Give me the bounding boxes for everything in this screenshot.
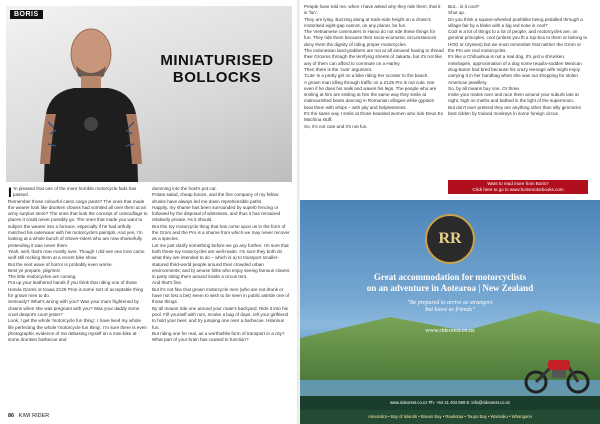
paragraph: Remember those colourful camo cargo pants? The ones that made the wearer look like drunken clowns had vomited all over them at an army surplus store? The ones that look the concept of camouflage to places it could never possibly go. The ones that made you want to subject the wearer into a furnace, especially if he had artfully matched his outerwear with his motorcycle's paintjob. And yes, I'm looking at a whole bunch of Glover-riders who are now shamefully pretending it was never them. <box>8 198 148 248</box>
article-column-4 <box>448 4 588 117</box>
paragraph: Cool is a lot of things to a lot of people, and motorcycles are, on general principles, cool (unless you fit a top-box to them or belong to HOG or Ulysses) but we must remember that neither the Grom or the Pro are real motorcycles. <box>448 29 588 54</box>
paragraph: It's the same way I smile at those bearded women who ride Deus Ex Machina stuff. <box>304 111 444 123</box>
article-headline <box>142 52 292 86</box>
paragraph: It's like a Chihuahua is not a real dog. It's just a shrunken, misshapen, approximation of a dog some tequila-sodden Mexican drug-baron had bred because his crazy teenage wife might enjoy carrying it in her handbag when she was out shopping for stolen American jewellery. <box>448 54 582 85</box>
advert-title-line-2: on an adventure in Aotearoa | New Zealand <box>366 283 534 293</box>
paragraph: But it's not fine that grown motorcycle men (who are not drunk or have not lost a bet) seem to wish to be seen in public astride one of those things. <box>152 286 290 305</box>
logo-text: RR <box>438 230 462 247</box>
paragraph: Potato salad, cheap booze, and the fine company of my fellow drunks have always led me down reprehensible paths. <box>152 192 279 204</box>
paragraph: The Indonesian land-grabbers are not at all amused having to thread their Grooms through the terrifying streets of Jakarta, but it's not like any of them can afford to commute on a Harley. <box>304 48 444 66</box>
paragraph: 'Cute' is a pretty girl on a bike riding her scooter to the beach. <box>304 73 429 79</box>
paragraph: So, by all means buy one. Or three. <box>448 85 521 91</box>
column-4-body <box>448 4 588 117</box>
advert-contact: www.rideorest.co.nz Ph: +64 21 404 669 E: info@rideorest.co.nz <box>300 396 600 410</box>
paragraph: Best ye prepare, pilgrims! <box>8 267 61 273</box>
advert-tagline <box>320 300 580 314</box>
page-number: 86 <box>8 413 15 419</box>
paragraph: Happily, my shame has been surrounded by superb fencing or followed by the disposal of witnesses, and thus it has remained relatively private. As it should. <box>152 204 281 223</box>
paragraph: Let me just clarify something before we go any further. I'm sure that both these toy motorcycles are well-made. I'm sure they both do what they are intended to do – which is a) to transport smaller-statured third-world people around their crowded urban environments; and b) amuse folks who enjoy seeing famous clowns in party riding them around inside a circus tent. <box>152 242 290 280</box>
paragraph: Shut up. <box>448 10 466 16</box>
motorcycle-image <box>522 348 592 394</box>
left-page <box>0 0 298 424</box>
paragraph: But... is it cool? <box>448 4 480 9</box>
read-more-link[interactable] <box>448 180 588 194</box>
page-footer <box>8 413 49 419</box>
paragraph: Look, I get the whole 'motorcycle fun thing'. I have lived my whole life perfecting the whole 'motorcycle fun thing'. I'm sure there is even photographic evidence of me debasing myself on a mini-bike at some drunken barbecue and <box>8 318 147 343</box>
accommodation-advert[interactable] <box>300 200 600 424</box>
paragraph: By all means ride one around your mate's backyard. Ride it into his pool. Fill yourself with rum, smoke a bag of dope, tell your girlfriend to hold your beer, and try jumping one over a barbecue. Hilarious fun. <box>152 305 289 330</box>
paragraph: But this toy motorcycle thing that has come upon us in the form of the Grom and the Pro is a shame from which we may never recover as a species. <box>152 223 290 242</box>
headline-line-2: BOLLOCKS <box>172 69 262 86</box>
paragraph: A grown man idling through traffic on a Z125 Pro is not cute. Not even if he does his nails and waxes his legs. The people who are smiling at him are smiling at him the same way they smile at malnourished bears dancing in Romanian villages while gypsies beat them with whips – with pity and helplessness. <box>304 79 437 110</box>
advert-tagline-line-1: "Be prepared to arrive as strangers <box>407 300 493 306</box>
advert-logo <box>425 214 475 264</box>
paragraph: Put up your leathered hands if you think that riding one of those Honda Groms or Kawa Z125 Pros is some sort of acceptable thing for grown men to do. <box>8 280 144 299</box>
article-column-3 <box>304 4 444 130</box>
column-2-body <box>152 186 292 343</box>
paragraph: Do you think a square-wheeled pushbike being pedalled through a village fair by a bloke with a big red nose is cool? <box>448 16 583 28</box>
paragraph: Invite your mates over and race them around your suburb late at night, high on meths and bathed in the light of the supermoon. <box>448 92 579 104</box>
paragraph: The little motorcycles are coming. <box>8 274 77 280</box>
paragraph: damming into the host's pot cat. <box>152 186 217 191</box>
advert-url[interactable]: www.rideorest.co.nz <box>425 328 475 334</box>
paragraph: People have told me, when I have asked why they ride them, that it is 'fun'. <box>304 4 441 16</box>
dropcap: I <box>8 184 12 200</box>
headline-line-1: MINIATURISED <box>160 52 274 69</box>
paragraph: But riding one for real, as a worthwhile form of transport in a city? <box>152 330 285 336</box>
paragraph: Then there is the 'cute' argument. <box>304 66 373 72</box>
section-tag: BORIS <box>10 10 43 19</box>
article-column-1 <box>8 186 148 343</box>
paragraph: What part of your brain has ceased to function? <box>152 337 249 343</box>
paragraph: The Vietnamese commuters in Hanoi do not ride these things for fun. They ride them because their socio-economic circumstances deny them the dignity of riding proper motorcycles. <box>304 29 437 47</box>
column-1-body <box>8 186 148 343</box>
advert-title-line-1: Great accommodation for motorcyclists <box>373 272 527 282</box>
rider-portrait-image <box>36 14 146 182</box>
paragraph: But the next wave of horror is probably even worse. <box>8 261 113 267</box>
column-3-body <box>304 4 444 130</box>
paragraph: 'm pleased that one of the more horrible motorcycle fads has passed. <box>12 186 137 198</box>
cta-line-2: Click here to go to www.borismotorbooks.com <box>472 187 564 192</box>
paragraph: Yeah, well, that's now mostly over. Though I did see one lone camo wolf still rocking them at a recent bike show. <box>8 248 145 261</box>
hero-image <box>6 6 292 182</box>
paragraph: They are lying. Buzzing along at track-side height on a clown's motorised eight-gap cannot, on any planet, be fun. <box>304 16 431 28</box>
paragraph: And that's fine. <box>152 280 183 286</box>
paragraph: But don't ever pretend they are anything other than silly gimmicks best ridden by trained monkeys in some foreign circus. <box>448 104 581 117</box>
paragraph: Seriously? What's wrong with you? Was your mum frightened by clowns when she was pregnant with you? Was your daddy some cruel despot's court jester? <box>8 299 140 317</box>
advert-regions: Alexandra • Bay of Islands • Bream Bay • Raukotaa • Taupo Bay • Waimaku • Whangarei <box>300 410 600 424</box>
article-column-2 <box>152 186 292 343</box>
paragraph: So, it's not cute and it's not fun. <box>304 123 368 129</box>
cta-line-1: Want to read more from Boris? <box>487 181 549 186</box>
advert-title <box>320 272 580 294</box>
advert-tagline-line-2: but leave as friends" <box>425 307 475 313</box>
magazine-name: KIWI RIDER <box>18 413 50 419</box>
